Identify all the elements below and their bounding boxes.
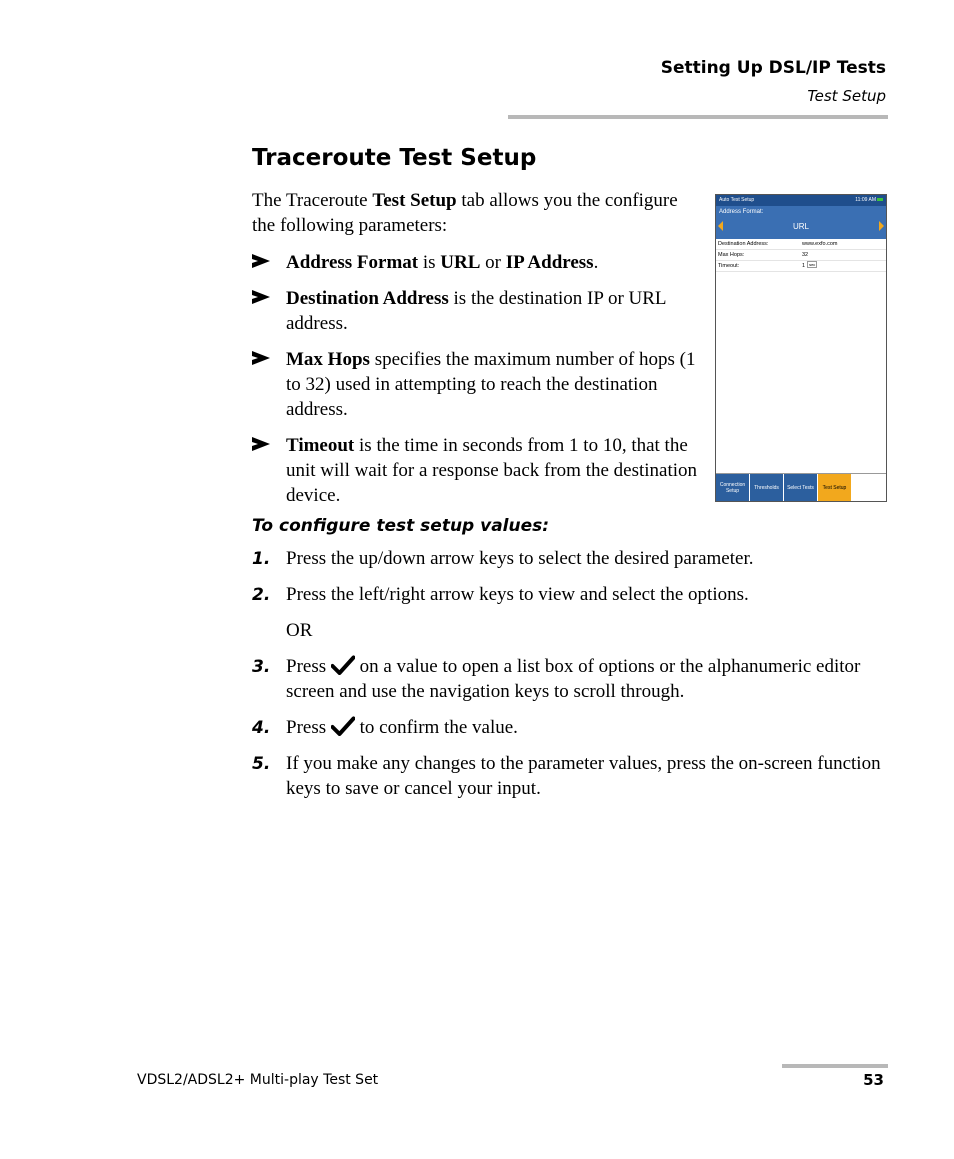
step-item: 4. Press to confirm the value. <box>252 717 518 738</box>
tab-test-setup[interactable]: Test Setup <box>818 474 851 501</box>
destination-address-row[interactable]: Destination Address: www.exfo.com <box>716 239 886 250</box>
step-item: 2. Press the left/right arrow keys to view and select the options. <box>252 584 749 605</box>
or-text: OR <box>286 620 313 641</box>
device-screenshot <box>715 194 887 502</box>
section-title: Traceroute Test Setup <box>252 145 537 171</box>
timeout-row[interactable]: Timeout: 1 sec <box>716 261 886 272</box>
arrow-bullet-icon <box>252 437 270 451</box>
device-title-bar: Auto Test Setup 11:09 AM <box>716 195 886 206</box>
running-header-subtitle: Test Setup <box>807 87 886 105</box>
tab-bar-empty <box>852 474 886 501</box>
intro-paragraph: The Traceroute Test Setup tab allows you the configure the following parameters: <box>252 190 678 236</box>
tab-thresholds[interactable]: Thresholds <box>750 474 783 501</box>
arrow-bullet-icon <box>252 254 270 268</box>
checkmark-icon <box>331 716 355 736</box>
arrow-bullet-icon <box>252 290 270 304</box>
footer-product-name: VDSL2/ADSL2+ Multi-play Test Set <box>137 1072 379 1088</box>
battery-icon <box>877 198 883 201</box>
page-number: 53 <box>863 1071 884 1089</box>
procedure-steps <box>252 546 892 812</box>
procedure-title: To configure test setup values: <box>252 516 550 536</box>
list-item: Address Format is URL or IP Address. <box>252 250 707 275</box>
list-item: Max Hops specifies the maximum number of hops (1 to 32) used in attempting to reach the destination address. <box>252 347 707 422</box>
list-item: Destination Address is the destination IP or URL address. <box>252 286 707 336</box>
right-arrow-icon[interactable] <box>879 221 884 231</box>
step-item: 3. Press on a value to open a list box of options or the alphanumeric editor screen and use the navigation keys to scroll through. <box>252 656 861 702</box>
checkmark-icon <box>331 655 355 675</box>
tab-select-tests[interactable]: Select Tests <box>784 474 817 501</box>
parameter-list <box>252 250 707 519</box>
header-rule <box>508 115 888 119</box>
footer-rule <box>782 1064 888 1068</box>
device-tab-bar <box>716 473 886 501</box>
list-item: Timeout is the time in seconds from 1 to 10, that the unit will wait for a response back from the destination device. <box>252 433 707 508</box>
tab-connection-setup[interactable]: Connection Setup <box>716 474 749 501</box>
max-hops-row[interactable]: Max Hops: 32 <box>716 250 886 261</box>
device-status: 11:09 AM <box>855 195 883 206</box>
step-item: 1. Press the up/down arrow keys to select the desired parameter. <box>252 548 754 569</box>
arrow-bullet-icon <box>252 351 270 365</box>
step-item: 5. If you make any changes to the parameter values, press the on-screen function keys to save or cancel your input. <box>252 753 881 799</box>
address-format-selector[interactable]: Address Format: URL <box>716 206 886 239</box>
running-header-title: Setting Up DSL/IP Tests <box>660 58 886 78</box>
